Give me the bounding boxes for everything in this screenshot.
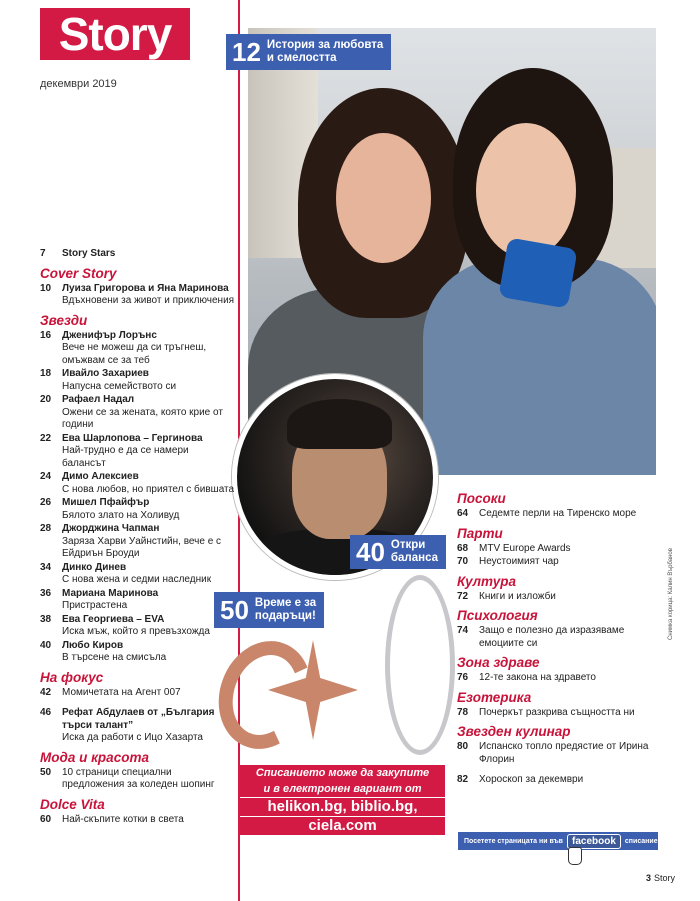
toc-item[interactable]: 74 Защо е полезно да изразяваме емоциите си: [457, 625, 625, 649]
section-title: Парти: [457, 525, 503, 541]
toc-item[interactable]: 34 Динко Динев С нова жена и седми наследник: [40, 561, 212, 585]
badge-number: 40: [356, 536, 385, 567]
ring-image: [385, 575, 455, 755]
toc-item[interactable]: 64 Седемте перли на Тиренско море: [457, 508, 637, 519]
issue-date: декември 2019: [40, 78, 117, 90]
badge-number: 12: [232, 36, 261, 67]
hand-cursor-icon: [568, 847, 582, 865]
facebook-banner[interactable]: [458, 832, 678, 850]
section-title: Посоки: [457, 491, 506, 506]
buy-online-box: [240, 765, 445, 855]
toc-item[interactable]: 22 Ева Шарлопова – Гергинова Най-трудно е да се намери балансът: [40, 432, 203, 469]
banner-text: списание Story: [624, 837, 678, 845]
toc-item[interactable]: 28 Джорджина Чапман Заряза Харви Уайнстийн, вече е с Ейдриън Броуди: [40, 523, 222, 559]
toc-item[interactable]: 70 Неустоимият чар: [457, 556, 559, 567]
badge-text: Време е за подаръци!: [254, 597, 317, 622]
badge-balance[interactable]: [350, 535, 446, 569]
facebook-button[interactable]: facebook: [567, 834, 621, 849]
section-title: Звезден кулинар: [457, 724, 571, 739]
badge-story-love[interactable]: [226, 34, 391, 70]
toc-item[interactable]: 60 Най-скъпите котки в света: [40, 813, 184, 825]
toc-item[interactable]: 38 Ева Георгиева – EVA Иска мъж, който я превъзхожда: [40, 613, 210, 637]
banner-text: Посетете страницата ни във: [464, 837, 563, 845]
badge-text: История за любовта и смелостта: [266, 39, 384, 64]
buy-line: Списанието може да закупите: [240, 765, 445, 781]
toc-item[interactable]: 16 Дженифър Лорънс Вече не можеш да си тръгнеш, омъжвам се за теб: [40, 329, 207, 366]
toc-item[interactable]: 68 MTV Europe Awards: [457, 542, 571, 554]
buy-line: и в електронен вариант от: [240, 781, 445, 797]
toc-item[interactable]: 72 Книги и изложби: [457, 590, 556, 602]
toc-item[interactable]: 24 Димо Алексиев С нова любов, но приятел с бившата: [40, 471, 235, 495]
section-title: Cover Story: [40, 265, 117, 281]
toc-item[interactable]: 20 Рафаел Надал Ожени се за жената, която крие от години: [40, 394, 223, 430]
toc-item[interactable]: 76 12-те закона на здравето: [457, 672, 596, 683]
magazine-logo: Story: [40, 8, 190, 60]
section-title: Езотерика: [457, 689, 532, 705]
toc-right: [457, 486, 672, 787]
toc-item[interactable]: 36 Мариана Маринова Пристрастена: [40, 587, 159, 611]
toc-item[interactable]: 80 Испанско топло предястие от Ирина Флорин: [457, 741, 649, 765]
section-title: Мода и красота: [40, 749, 149, 765]
toc-item[interactable]: 26 Мишел Пфайфър Бялото злато на Холивуд: [40, 497, 180, 521]
toc-item[interactable]: 7 Story Stars: [40, 248, 116, 259]
toc-item[interactable]: 18 Ивайло Захариев Напусна семейството си: [40, 368, 177, 392]
toc-item[interactable]: 42 Момичетата на Агент 007: [40, 686, 181, 698]
badge-number: 50: [220, 594, 249, 625]
toc-item[interactable]: 40 Любо Киров В търсене на смисъла: [40, 639, 167, 663]
badge-text: Откри баланса: [390, 539, 438, 564]
section-title: Звезди: [40, 312, 88, 328]
section-title: Dolce Vita: [40, 796, 105, 812]
section-title: Зона здраве: [457, 655, 540, 670]
section-title: Култура: [457, 573, 516, 589]
buy-links[interactable]: helikon.bg, biblio.bg,: [240, 798, 445, 816]
page-number: 3 Story: [646, 873, 676, 883]
toc-left: [40, 247, 235, 826]
toc-item[interactable]: 46 Рефат Абдулаев от „България търси талант” Иска да работи с Ицо Хазарта: [40, 707, 215, 743]
toc-item[interactable]: 10 Луиза Григорова и Яна Маринова Вдъхновени за живот и приключения: [40, 282, 235, 306]
toc-item[interactable]: 50 10 страници специални предложения за коледен шопинг: [40, 766, 215, 790]
toc-item[interactable]: 82 Хороскоп за декември: [457, 774, 584, 785]
photo-credit: Снимка корица: Калин Върбанов: [668, 548, 674, 640]
toc-item[interactable]: 78 Почеркът разкрива същността ни: [457, 706, 635, 718]
section-title: На фокус: [40, 669, 104, 685]
section-title: Психология: [457, 608, 538, 623]
buy-links[interactable]: ciela.com: [240, 817, 445, 835]
